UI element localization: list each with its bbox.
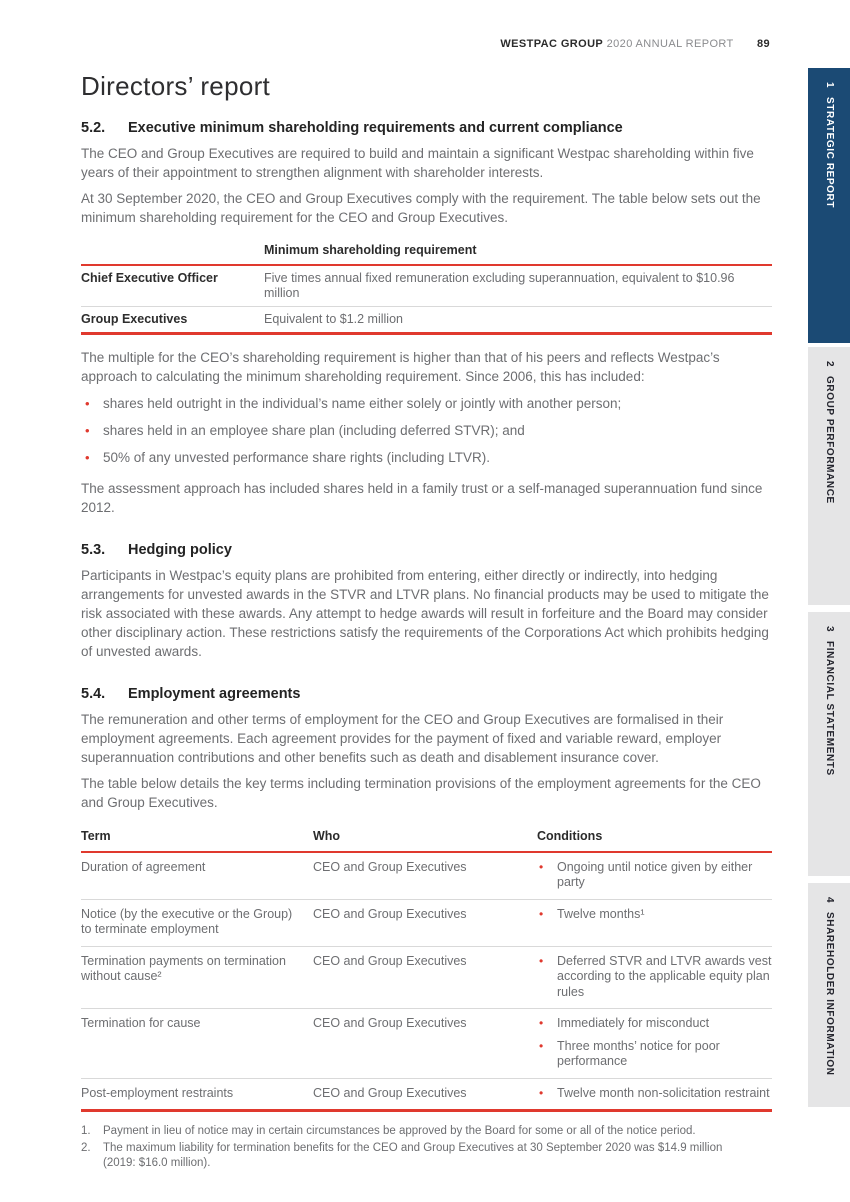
list-item: • 50% of any unvested performance share rights (including LTVR). <box>81 448 772 467</box>
conditions-list <box>537 860 772 891</box>
table-row <box>81 900 772 947</box>
list-item: • shares held outright in the individual’s name either solely or jointly with another person; <box>81 394 772 413</box>
condition-item: • Deferred STVR and LTVR awards vest according to the applicable equity plan rules <box>537 954 772 1001</box>
cell-who: CEO and Group Executives <box>313 1016 467 1030</box>
row-label: Chief Executive Officer <box>81 271 218 285</box>
table-row <box>81 266 772 306</box>
table-row <box>81 1009 772 1079</box>
tab-shareholder-information[interactable] <box>808 883 850 1107</box>
paragraph: The multiple for the CEO’s shareholding requirement is higher than that of his peers and reflects Westpac’s approach to calculating the minimum shareholding requirement. Since 2006, this has included: <box>81 350 720 384</box>
cell-term: Post-employment restraints <box>81 1085 234 1100</box>
footnote-1 <box>81 1124 731 1139</box>
footnote-marker: 1. <box>81 1125 91 1137</box>
cell-term: Duration of agreement <box>81 859 206 874</box>
paragraph: At 30 September 2020, the CEO and Group Executives comply with the requirement. The table below sets out the minimum shareholding requirement for the CEO and Group Executives. <box>81 191 761 225</box>
tab-label: SHAREHOLDER INFORMATION <box>824 912 835 1076</box>
condition-item: • Twelve months¹ <box>537 907 772 923</box>
section-title: Hedging policy <box>128 542 232 558</box>
tab-number: 4 <box>824 897 835 904</box>
paragraph: The assessment approach has included shares held in a family trust or a self-managed superannuation fund since 2012. <box>81 481 763 515</box>
tab-label: GROUP PERFORMANCE <box>824 376 835 504</box>
table-row <box>81 947 772 1010</box>
page-title: Directors’ report <box>81 71 271 101</box>
column-header-conditions: Conditions <box>537 829 603 843</box>
condition-item: • Ongoing until notice given by either party <box>537 860 772 891</box>
row-label: Group Executives <box>81 312 188 326</box>
condition-item: • Twelve month non-solicitation restraint <box>537 1086 772 1102</box>
cell-who: CEO and Group Executives <box>313 1085 467 1100</box>
cell-who: CEO and Group Executives <box>313 906 467 921</box>
footnote-marker: 2. <box>81 1142 91 1154</box>
conditions-list <box>537 1086 772 1102</box>
tab-financial-statements[interactable] <box>808 612 850 876</box>
condition-item: • Immediately for misconduct <box>537 1016 772 1032</box>
section-number: 5.2. <box>81 120 106 136</box>
cell-term: Termination payments on termination without cause² <box>81 953 286 983</box>
section-title: Executive minimum shareholding requirements and current compliance <box>128 120 623 136</box>
bullet-list <box>81 394 772 467</box>
footnotes <box>81 1122 731 1171</box>
footnote-2 <box>81 1141 731 1171</box>
section-heading-5-4 <box>81 685 772 703</box>
footnote-text: Payment in lieu of notice may in certain circumstances be approved by the Board for some or all of the notice period. <box>103 1125 696 1137</box>
paragraph: The table below details the key terms including termination provisions of the employment agreements for the CEO and Group Executives. <box>81 776 761 810</box>
column-header-term: Term <box>81 829 111 843</box>
table-header: Minimum shareholding requirement <box>264 243 477 257</box>
conditions-list <box>537 1016 772 1070</box>
paragraph: Participants in Westpac’s equity plans are prohibited from entering, either directly or indirectly, into hedging arrangements for unvested awards in the STVR and LTVR plans. No financial products may be used to mitigate the risk associated with these awards. Any attempt to hedge awards will result in forfeiture and the Board may consider other disciplinary action. These restrictions satisfy the requirements of the Corporations Act which prohibits hedging of unvested awards. <box>81 568 769 659</box>
conditions-list <box>537 907 772 923</box>
row-value: Five times annual fixed remuneration excluding superannuation, equivalent to $10.96 million <box>264 271 735 300</box>
table-row <box>81 306 772 332</box>
condition-item: • Three months’ notice for poor performance <box>537 1039 772 1070</box>
list-item: • shares held in an employee share plan (including deferred STVR); and <box>81 421 772 440</box>
section-heading-5-2 <box>81 119 772 137</box>
column-header-who: Who <box>313 829 341 843</box>
cell-who: CEO and Group Executives <box>313 859 467 874</box>
cell-who: CEO and Group Executives <box>313 953 467 968</box>
cell-term: Notice (by the executive or the Group) to terminate employment <box>81 906 293 936</box>
footnote-text: The maximum liability for termination benefits for the CEO and Group Executives at 30 September 2020 was $14.9 million (2019: $16.0 million). <box>103 1142 723 1169</box>
tab-group-performance[interactable] <box>808 347 850 605</box>
paragraph: The remuneration and other terms of employment for the CEO and Group Executives are formalised in their employment agreements. Each agreement provides for the payment of fixed and variable reward, employer superannuation contributions and other benefits such as death and disablement insurance cover. <box>81 712 724 765</box>
tab-label: FINANCIAL STATEMENTS <box>824 641 835 776</box>
tab-number: 2 <box>824 361 835 368</box>
paragraph: The CEO and Group Executives are required to build and maintain a significant Westpac shareholding within five years of their appointment to strengthen alignment with shareholder interests. <box>81 146 754 180</box>
section-heading-5-3 <box>81 541 772 559</box>
table-row <box>81 853 772 900</box>
page-number: 89 <box>756 38 770 50</box>
tab-label: STRATEGIC REPORT <box>824 97 835 209</box>
conditions-list <box>537 954 772 1001</box>
section-title: Employment agreements <box>128 686 301 702</box>
section-number: 5.4. <box>81 686 106 702</box>
tab-number: 3 <box>824 626 835 633</box>
tab-strategic-report[interactable] <box>808 68 850 343</box>
tab-number: 1 <box>824 82 835 89</box>
section-number: 5.3. <box>81 542 106 558</box>
cell-term: Termination for cause <box>81 1016 201 1030</box>
employment-table <box>81 826 772 1112</box>
shareholding-table <box>81 240 772 335</box>
table-row <box>81 1079 772 1113</box>
table-header-row <box>81 826 772 853</box>
row-value: Equivalent to $1.2 million <box>264 312 403 326</box>
main-content <box>81 0 772 1112</box>
report-name: 2020 ANNUAL REPORT <box>606 38 734 50</box>
report-brand: WESTPAC GROUP <box>500 38 604 50</box>
